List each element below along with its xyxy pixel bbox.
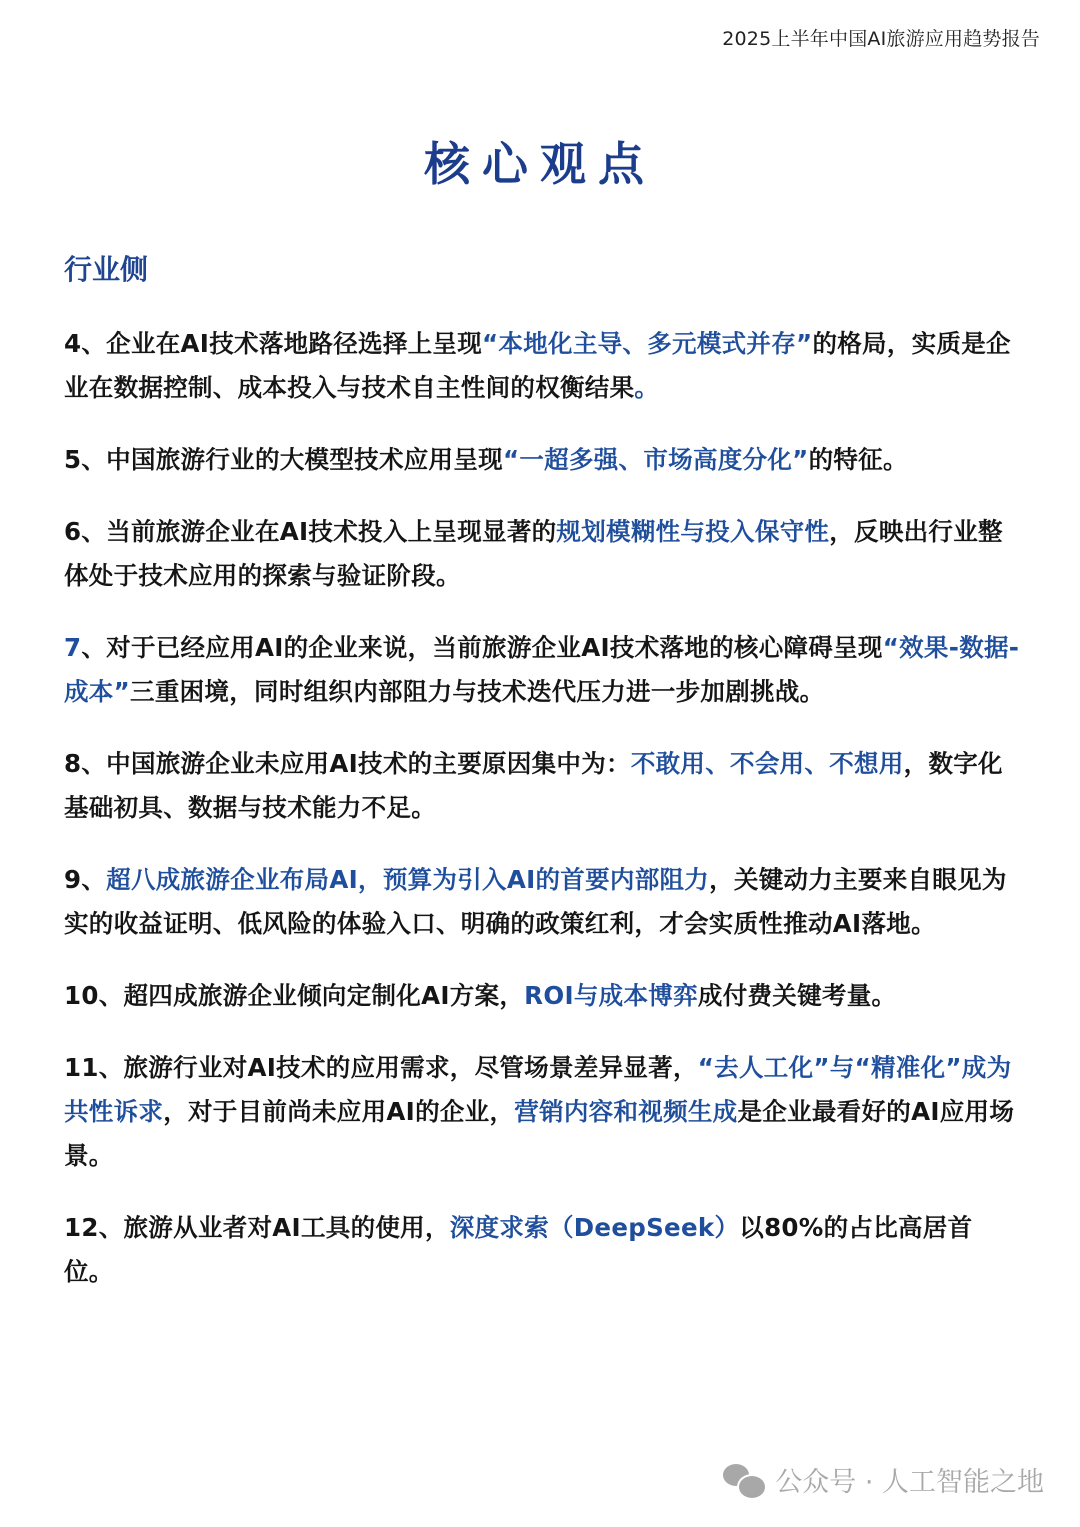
body-text: 是企业最看好的AI应用场景。 [64,1097,1015,1170]
key-point-item [64,510,1020,598]
key-point-item [64,974,1020,1018]
key-points-list [64,322,1020,1322]
highlight-text: “去人工化”与“精准化”成为共性诉求 [64,1053,1012,1126]
key-point-item [64,1206,1020,1294]
section-title: 行业侧 [64,253,149,286]
highlight-text: 营销内容和视频生成 [514,1097,738,1126]
body-text: 11、旅游行业对AI技术的应用需求，尽管场景差异显著， [64,1053,698,1082]
body-text: ，对于目前尚未应用AI的企业， [163,1097,515,1126]
body-text: 6、当前旅游企业在AI技术投入上呈现显著的 [64,517,557,546]
highlight-text: 不敢用、不会用、不想用 [630,749,904,778]
highlight-text: 。 [634,373,660,402]
key-point-item [64,742,1020,830]
report-header: 2025上半年中国AI旅游应用趋势报告 [722,28,1040,50]
body-text: 5、中国旅游行业的大模型技术应用呈现 [64,445,503,474]
body-text: ，数字化基础初具、数据与技术能力不足。 [64,749,1003,822]
body-text: ，关键动力主要来自眼见为实的收益证明、低风险的体验入口、明确的政策红利，才会实质性推动AI落地。 [64,865,1007,938]
footer-watermark [723,1460,1044,1499]
highlight-text: 超八成旅游企业布局AI，预算为引入AI的首要内部阻力 [106,865,710,894]
body-text: ，反映出行业整体处于技术应用的探索与验证阶段。 [64,517,1003,590]
highlight-text: 7 [64,633,82,662]
highlight-text: 深度求索（DeepSeek） [449,1213,740,1242]
body-text: 12、旅游从业者对AI工具的使用， [64,1213,450,1242]
highlight-text: “本地化主导、多元模式并存” [482,329,813,358]
body-text: 的格局，实质是企业在数据控制、成本投入与技术自主性间的权衡结果 [64,329,1011,402]
page-title: 核心观点 [424,137,656,191]
highlight-text: “效果-数据-成本” [64,633,1020,706]
highlight-text: 规划模糊性与投入保守性 [556,517,830,546]
body-text: 以80%的占比高居首位。 [64,1213,973,1286]
wechat-icon [723,1462,765,1498]
body-text: 的特征。 [808,445,908,474]
body-text: 10、超四成旅游企业倾向定制化AI方案， [64,981,525,1010]
body-text: 、对于已经应用AI的企业来说，当前旅游企业AI技术落地的核心障碍呈现 [81,633,883,662]
key-point-item [64,626,1020,714]
key-point-item [64,858,1020,946]
body-text: 9、 [64,865,107,894]
key-point-item [64,438,1020,482]
key-point-item [64,1046,1020,1178]
key-point-item [64,322,1020,410]
body-text: 成付费关键考量。 [697,981,897,1010]
highlight-text: “一超多强、市场高度分化” [502,445,809,474]
footer-text: 公众号 · 人工智能之地 [775,1467,1044,1498]
body-text: 三重困境，同时组织内部阻力与技术迭代压力进一步加剧挑战。 [130,677,825,706]
body-text: 4、企业在AI技术落地路径选择上呈现 [64,329,483,358]
body-text: 8、中国旅游企业未应用AI技术的主要原因集中为： [64,749,631,778]
highlight-text: ROI与成本博弈 [524,981,698,1010]
